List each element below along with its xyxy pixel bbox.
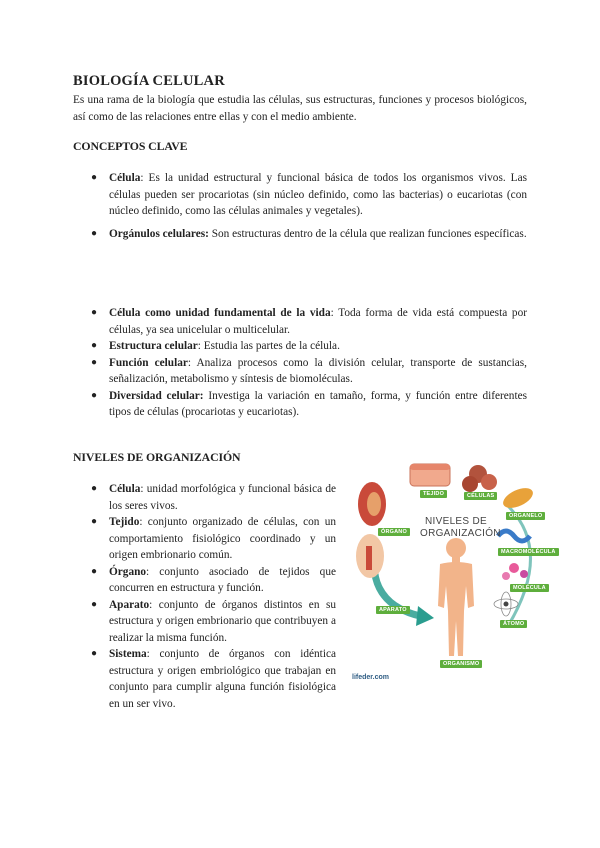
infographic-source: lifeder.com [352, 674, 389, 681]
organelle-shape [500, 484, 536, 512]
molecule-atom [502, 572, 510, 580]
organization-levels-infographic [348, 456, 556, 688]
organ-inner [367, 492, 381, 516]
concepts-list [91, 170, 527, 242]
list-item: ● Orgánulos celulares: Son estructuras dentro de la célula que realizan funciones específicas. [109, 226, 527, 243]
list-item: ● Órgano: conjunto asociado de tejidos que concurren en estructura y función. [91, 565, 336, 594]
levels-list [91, 481, 336, 712]
bullet-icon: ● [91, 565, 98, 577]
label-macromolecula: MACROMOLÉCULA [498, 548, 559, 556]
list-item: ● Sistema: conjunto de órganos con idéntica estructura y origen embriológico que trabajan en conjunto para cumplir alguna función fisiológica en un ser vivo. [91, 648, 336, 710]
human-figure [438, 538, 474, 656]
bullet-icon: ● [91, 227, 98, 239]
bullet-icon: ● [91, 516, 98, 527]
bullet-icon: ● [91, 598, 98, 610]
list-item: ● Célula: unidad morfológica y funcional básica de los seres vivos. [91, 483, 336, 512]
concepts-heading: CONCEPTOS CLAVE [73, 139, 188, 153]
list-item: ● Diversidad celular: Investiga la variación en tamaño, forma, y función entre diferentes tipos de células (procariotas y eucariotas). [91, 389, 527, 418]
label-organo: ÓRGANO [378, 528, 410, 536]
list-item: ● Célula: Es la unidad estructural y funcional básica de todos los organismos vivos. Las células pueden ser procariotas (sin núcleo definido, como las bacterias) o eucariotas (con núcleo definido, como las células animales y vegetales). [91, 172, 527, 217]
label-aparato: APARATO [376, 606, 410, 614]
levels-heading: NIVELES DE ORGANIZACIÓN [73, 450, 241, 464]
bullet-icon: ● [91, 483, 98, 494]
molecule-atom [520, 570, 528, 578]
list-item: ● Aparato: conjunto de órganos distintos en su estructura y origen embrionario que contribuyen a realizar la misma función. [91, 598, 336, 644]
bullet-icon: ● [91, 340, 98, 351]
intro-paragraph: Es una rama de la biología que estudia las células, sus estructuras, funciones y procesos biológicos, así como de las relaciones entre ellas y con el medio ambiente. [73, 94, 527, 123]
label-celulas: CÉLULAS [464, 492, 497, 500]
concepts-list-continued [91, 305, 527, 421]
molecule-atom [509, 563, 519, 573]
cell-ball [462, 476, 478, 492]
bullet-icon: ● [91, 648, 98, 659]
label-tejido: TEJIDO [420, 490, 447, 498]
tissue-top [410, 464, 450, 470]
bullet-icon: ● [91, 356, 98, 368]
label-atomo: ÁTOMO [500, 620, 527, 628]
arrow-head [416, 606, 434, 626]
list-item: ● Función celular: Analiza procesos como la división celular, transporte de sustancias, señalización, metabolismo y síntesis de biomoléculas. [91, 356, 527, 385]
page-title: BIOLOGÍA CELULAR [73, 73, 225, 89]
atom-nucleus [504, 602, 509, 607]
infographic-title: NIVELES DE ORGANIZACIÓN [420, 516, 501, 539]
list-item: ● Tejido: conjunto organizado de células, con un comportamiento fisiológico coordinado y un origen embrionario común. [91, 516, 336, 561]
aparato-organ [366, 546, 372, 570]
cell-ball [481, 474, 497, 490]
bullet-icon: ● [91, 172, 98, 183]
list-item: ● Estructura celular: Estudia las partes de la célula. [109, 338, 527, 355]
label-molecula: MOLÉCULA [510, 584, 549, 592]
label-organelo: ORGANELO [506, 512, 545, 520]
bullet-icon: ● [91, 389, 98, 401]
label-organismo: ORGANISMO [440, 660, 482, 668]
bullet-icon: ● [91, 307, 98, 318]
list-item: ● Célula como unidad fundamental de la vida: Toda forma de vida está compuesta por células, ya sea unicelular o multicelular. [91, 307, 527, 336]
